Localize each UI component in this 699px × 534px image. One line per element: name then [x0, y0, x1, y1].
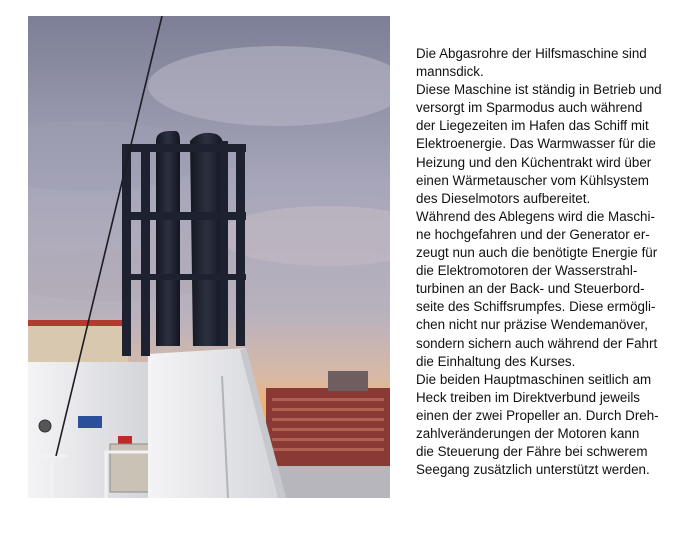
text-line: die Steuerung der Fähre bei schwerem	[416, 444, 648, 460]
description-text	[416, 45, 686, 479]
text-line: zahlveränderungen der Motoren kann	[416, 425, 640, 441]
text-line: Die Abgasrohre der Hilfsmaschine sind	[416, 46, 647, 61]
text-line: einen Wärmetauscher vom Kühlsystem	[416, 172, 649, 188]
text-line: Die beiden Hauptmaschinen seitlich am	[416, 371, 652, 387]
text-line: einen der zwei Propeller an. Durch Dreh-	[416, 407, 659, 423]
text-line: Während des Ablegens wird die Maschi-	[416, 208, 655, 224]
text-line: zeugt nun auch die benötigte Energie für	[416, 245, 658, 261]
text-line: versorgt im Sparmodus auch während	[416, 100, 643, 116]
text-line: turbinen an der Back- und Steuerbord-	[416, 281, 645, 297]
text-line: Seegang zusätzlich unterstützt werden.	[416, 462, 650, 478]
ship-photo	[28, 16, 390, 498]
text-line: der Liegezeiten im Hafen das Schiff mit	[416, 118, 649, 134]
text-line: Heizung und den Küchentrakt wird über	[416, 154, 652, 170]
text-line: ne hochgefahren und der Generator er-	[416, 226, 650, 242]
text-line: sondern sichern auch während der Fahrt	[416, 335, 658, 351]
text-line: die Einhaltung des Kurses.	[416, 353, 576, 369]
text-line: des Dieselmotors aufbereitet.	[416, 190, 591, 206]
text-line: seite des Schiffsrumpfes. Diese ermögli-	[416, 299, 656, 315]
text-line: Elektroenergie. Das Warmwasser für die	[416, 136, 656, 152]
text-line: mannsdick.	[416, 64, 484, 80]
text-line: chen nicht nur präzise Wendemanöver,	[416, 317, 648, 333]
text-line: Diese Maschine ist ständig in Betrieb und	[416, 82, 662, 98]
text-line: die Elektromotoren der Wasserstrahl-	[416, 263, 638, 279]
text-line: Heck treiben im Direktverbund jeweils	[416, 389, 641, 405]
